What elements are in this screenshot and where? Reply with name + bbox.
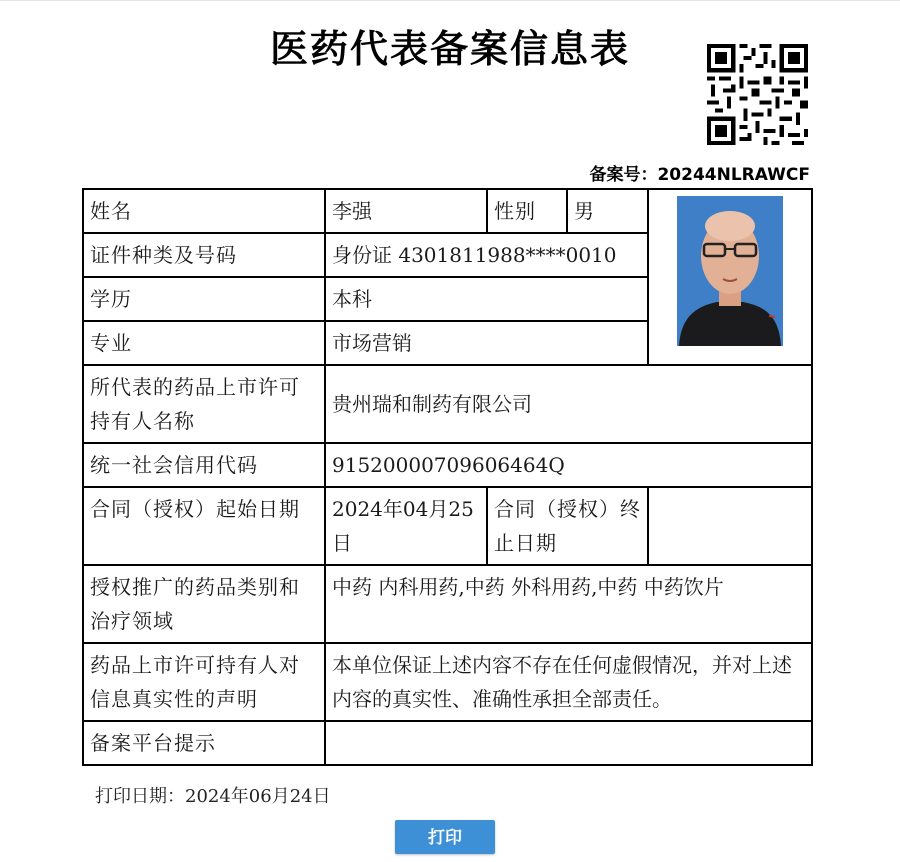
person-photo-icon — [677, 196, 783, 346]
table-row — [83, 443, 812, 487]
education-label: 学历 — [83, 277, 325, 321]
table-row — [83, 643, 812, 721]
print-date: 打印日期：2024年06月24日 — [95, 786, 331, 807]
start-date-value: 2024年04月25日 — [325, 487, 487, 565]
scope-value: 中药 内科用药,中药 外科用药,中药 中药饮片 — [325, 565, 812, 643]
id-label: 证件种类及号码 — [83, 233, 325, 277]
table-row — [83, 365, 812, 443]
declaration-label: 药品上市许可持有人对信息真实性的声明 — [83, 643, 325, 721]
holder-label: 所代表的药品上市许可持有人名称 — [83, 365, 325, 443]
holder-value: 贵州瑞和制药有限公司 — [325, 365, 812, 443]
table-row — [83, 189, 812, 233]
page-title: 医药代表备案信息表 — [269, 27, 630, 71]
top-divider — [0, 0, 900, 1]
major-label: 专业 — [83, 321, 325, 365]
scope-label: 授权推广的药品类别和治疗领域 — [83, 565, 325, 643]
info-table — [82, 188, 813, 766]
end-date-label: 合同（授权）终止日期 — [487, 487, 648, 565]
platform-hint-label: 备案平台提示 — [83, 721, 325, 765]
name-value: 李强 — [325, 189, 487, 233]
gender-value: 男 — [567, 189, 648, 233]
table-row — [83, 721, 812, 765]
table-row — [83, 487, 812, 565]
declaration-value: 本单位保证上述内容不存在任何虚假情况，并对上述内容的真实性、准确性承担全部责任。 — [325, 643, 812, 721]
major-value: 市场营销 — [325, 321, 648, 365]
id-value: 身份证 4301811988****0010 — [325, 233, 648, 277]
record-number: 备案号：20244NLRAWCF — [589, 165, 810, 185]
credit-code-value: 91520000709606464Q — [325, 443, 812, 487]
print-button[interactable]: 打印 — [395, 820, 495, 854]
platform-hint-value — [325, 721, 812, 765]
name-label: 姓名 — [83, 189, 325, 233]
education-value: 本科 — [325, 277, 648, 321]
photo-cell — [648, 189, 812, 365]
qr-code-icon — [707, 44, 808, 145]
table-row — [83, 565, 812, 643]
start-date-label: 合同（授权）起始日期 — [83, 487, 325, 565]
gender-label: 性别 — [487, 189, 567, 233]
end-date-value — [648, 487, 812, 565]
credit-code-label: 统一社会信用代码 — [83, 443, 325, 487]
